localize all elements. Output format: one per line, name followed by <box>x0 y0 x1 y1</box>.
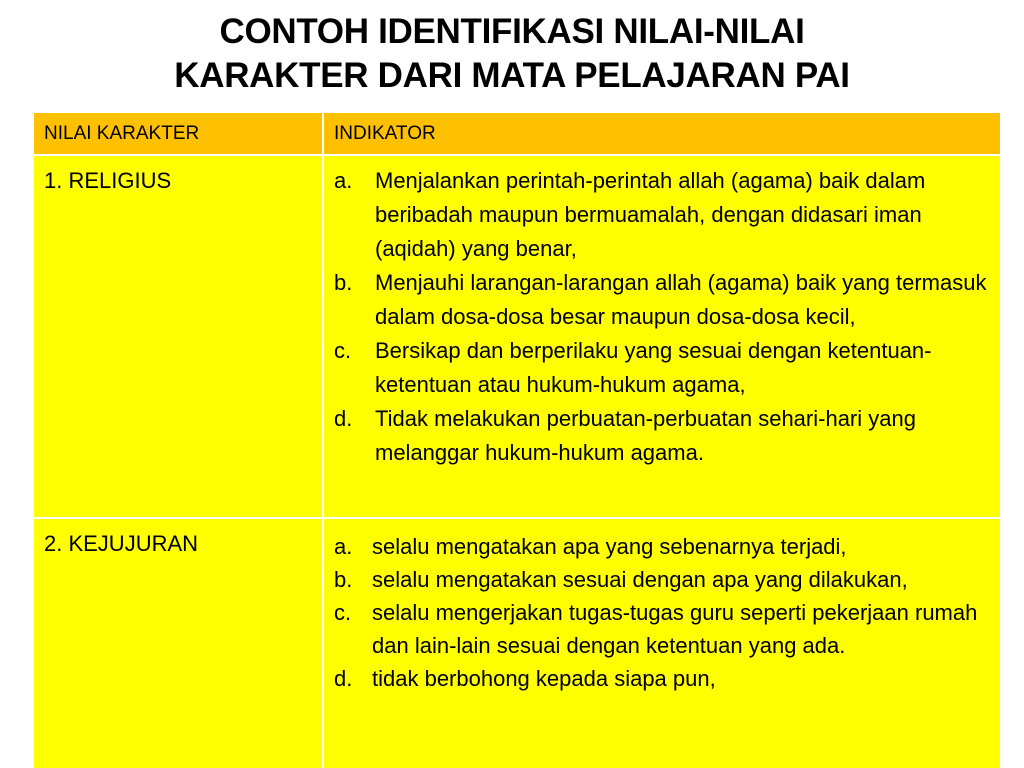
indicator-cell <box>323 518 1001 768</box>
table-row <box>33 518 1001 768</box>
item-text: tidak berbohong kepada siapa pun, <box>372 666 716 691</box>
list-item <box>334 530 992 563</box>
item-text: Menjalankan perintah-perintah allah (agama) baik dalam beribadah maupun bermuamalah, dengan didasari iman (aqidah) yang benar, <box>375 168 926 261</box>
header-indikator: INDIKATOR <box>323 112 1001 155</box>
list-item <box>334 662 992 695</box>
slide-title-line-1: CONTOH IDENTIFIKASI NILAI-NILAI <box>219 12 805 51</box>
item-marker: b. <box>334 567 353 592</box>
slide-title-line-2: KARAKTER DARI MATA PELAJARAN PAI <box>174 56 850 95</box>
indicator-cell <box>323 155 1001 518</box>
slide-title <box>0 10 1024 98</box>
list-item <box>334 266 992 334</box>
item-marker: a. <box>334 534 353 559</box>
list-item <box>334 164 992 266</box>
item-marker: c. <box>334 600 352 625</box>
value-label-kejujuran: 2. KEJUJURAN <box>44 531 199 556</box>
item-text: Menjauhi larangan-larangan allah (agama) baik yang termasuk dalam dosa-dosa besar maupun dosa-dosa kecil, <box>375 270 987 329</box>
item-marker: a. <box>334 168 353 193</box>
item-text: Bersikap dan berperilaku yang sesuai dengan ketentuan-ketentuan atau hukum-hukum agama, <box>375 338 932 397</box>
list-item <box>334 334 992 402</box>
header-nilai-karakter: NILAI KARAKTER <box>33 112 323 155</box>
table-row <box>33 155 1001 518</box>
item-text: selalu mengatakan sesuai dengan apa yang dilakukan, <box>372 567 908 592</box>
item-marker: d. <box>334 406 353 431</box>
character-values-table <box>32 111 1002 768</box>
list-item <box>334 563 992 596</box>
list-item <box>334 402 992 470</box>
value-label-religius: 1. RELIGIUS <box>44 168 172 193</box>
item-marker: c. <box>334 338 352 363</box>
item-text: selalu mengatakan apa yang sebenarnya terjadi, <box>372 534 847 559</box>
value-cell <box>33 518 323 768</box>
value-cell <box>33 155 323 518</box>
item-marker: b. <box>334 270 353 295</box>
item-text: selalu mengerjakan tugas-tugas guru seperti pekerjaan rumah dan lain-lain sesuai dengan ketentuan yang ada. <box>372 600 978 658</box>
list-item <box>334 596 992 662</box>
indicator-list <box>324 519 1000 695</box>
item-text: Tidak melakukan perbuatan-perbuatan sehari-hari yang melanggar hukum-hukum agama. <box>375 406 916 465</box>
indicator-list <box>324 156 1000 470</box>
table-header-row <box>33 112 1001 155</box>
item-marker: d. <box>334 666 353 691</box>
